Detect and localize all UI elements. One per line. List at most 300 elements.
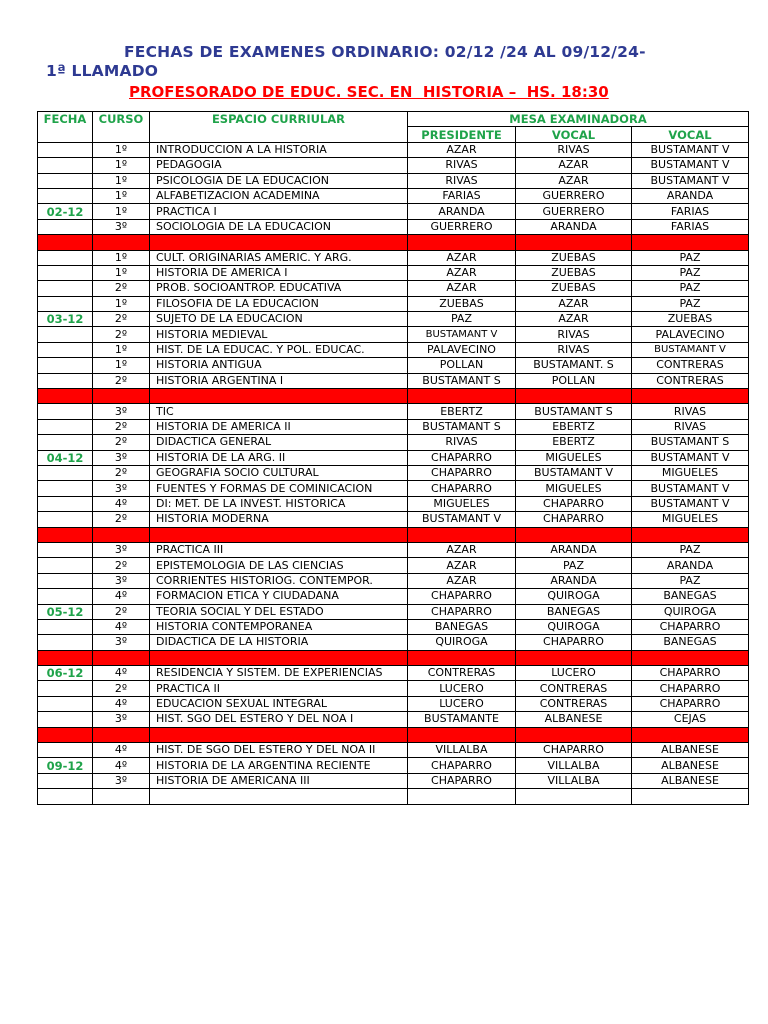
table-row xyxy=(38,666,749,681)
fecha-cell xyxy=(38,635,93,650)
fecha-cell xyxy=(38,481,93,496)
schedule-body xyxy=(38,142,749,804)
vocal-1-cell: EBERTZ xyxy=(516,419,632,434)
presidente-cell: FARIAS xyxy=(408,188,516,203)
fecha-cell xyxy=(38,173,93,188)
espacio-cell: HISTORIA DE LA ARG. II xyxy=(150,450,408,465)
presidente-cell: MIGUELES xyxy=(408,496,516,511)
table-row xyxy=(38,573,749,588)
presidente-cell: ZUEBAS xyxy=(408,296,516,311)
table-row xyxy=(38,142,749,157)
table-row xyxy=(38,419,749,434)
table-row xyxy=(38,496,749,511)
separator-cell xyxy=(632,727,749,742)
table-row xyxy=(38,312,749,327)
vocal-2-cell: CEJAS xyxy=(632,712,749,727)
fecha-cell: 04-12 xyxy=(38,450,93,465)
curso-cell: 1º xyxy=(93,265,150,280)
fecha-cell xyxy=(38,296,93,311)
curso-cell: 1º xyxy=(93,142,150,157)
presidente-cell: BUSTAMANT S xyxy=(408,373,516,388)
curso-cell: 3º xyxy=(93,404,150,419)
fecha-cell xyxy=(38,358,93,373)
espacio-cell: TEORIA SOCIAL Y DEL ESTADO xyxy=(150,604,408,619)
presidente-cell: AZAR xyxy=(408,265,516,280)
table-row xyxy=(38,558,749,573)
vocal-1-cell: GUERRERO xyxy=(516,188,632,203)
curso-cell: 4º xyxy=(93,696,150,711)
fecha-cell xyxy=(38,496,93,511)
separator-cell xyxy=(93,727,150,742)
vocal-2-cell: BUSTAMANT V xyxy=(632,481,749,496)
fecha-cell xyxy=(38,681,93,696)
fecha-cell xyxy=(38,158,93,173)
vocal-2-cell: BANEGAS xyxy=(632,635,749,650)
curso-cell: 2º xyxy=(93,681,150,696)
fecha-cell xyxy=(38,696,93,711)
separator-cell xyxy=(516,235,632,250)
fecha-cell xyxy=(38,404,93,419)
vocal-1-cell xyxy=(516,789,632,804)
vocal-1-cell: GUERRERO xyxy=(516,204,632,219)
fecha-cell xyxy=(38,512,93,527)
presidente-cell: BUSTAMANTE xyxy=(408,712,516,727)
table-row xyxy=(38,465,749,480)
vocal-1-cell: QUIROGA xyxy=(516,619,632,634)
table-row xyxy=(38,158,749,173)
vocal-2-cell: CHAPARRO xyxy=(632,696,749,711)
espacio-cell xyxy=(150,789,408,804)
espacio-cell: SUJETO DE LA EDUCACION xyxy=(150,312,408,327)
fecha-cell xyxy=(38,573,93,588)
curso-cell: 3º xyxy=(93,573,150,588)
curso-cell: 1º xyxy=(93,296,150,311)
separator-cell xyxy=(150,235,408,250)
fecha-cell xyxy=(38,342,93,357)
vocal-2-cell: CHAPARRO xyxy=(632,681,749,696)
table-row xyxy=(38,188,749,203)
vocal-1-cell: CHAPARRO xyxy=(516,512,632,527)
presidente-cell: AZAR xyxy=(408,573,516,588)
espacio-cell: HISTORIA DE AMERICANA III xyxy=(150,773,408,788)
fecha-cell xyxy=(38,789,93,804)
curso-cell: 2º xyxy=(93,465,150,480)
separator-row xyxy=(38,650,749,665)
espacio-cell: RESIDENCIA Y SISTEM. DE EXPERIENCIAS xyxy=(150,666,408,681)
fecha-cell xyxy=(38,327,93,342)
vocal-2-cell: RIVAS xyxy=(632,419,749,434)
vocal-2-cell: QUIROGA xyxy=(632,604,749,619)
curso-cell: 3º xyxy=(93,450,150,465)
espacio-cell: DIDACTICA GENERAL xyxy=(150,435,408,450)
presidente-cell: QUIROGA xyxy=(408,635,516,650)
presidente-cell: LUCERO xyxy=(408,696,516,711)
vocal-2-cell: ALBANESE xyxy=(632,773,749,788)
table-row xyxy=(38,219,749,234)
espacio-cell: HISTORIA MODERNA xyxy=(150,512,408,527)
exam-schedule-table xyxy=(37,111,749,805)
espacio-cell: PSICOLOGIA DE LA EDUCACION xyxy=(150,173,408,188)
separator-cell xyxy=(93,650,150,665)
table-row xyxy=(38,743,749,758)
fecha-cell xyxy=(38,558,93,573)
vocal-1-cell: MIGUELES xyxy=(516,450,632,465)
curso-cell: 2º xyxy=(93,604,150,619)
fecha-cell: 02-12 xyxy=(38,204,93,219)
vocal-2-cell: FARIAS xyxy=(632,204,749,219)
presidente-cell: AZAR xyxy=(408,142,516,157)
curso-cell: 1º xyxy=(93,188,150,203)
table-row xyxy=(38,435,749,450)
separator-cell xyxy=(150,389,408,404)
separator-row xyxy=(38,527,749,542)
fecha-cell: 06-12 xyxy=(38,666,93,681)
fecha-cell: 05-12 xyxy=(38,604,93,619)
presidente-cell: RIVAS xyxy=(408,173,516,188)
vocal-1-cell: RIVAS xyxy=(516,342,632,357)
vocal-1-cell: BUSTAMANT. S xyxy=(516,358,632,373)
curso-cell xyxy=(93,789,150,804)
table-row xyxy=(38,604,749,619)
espacio-cell: ALFABETIZACION ACADEMINA xyxy=(150,188,408,203)
curso-cell: 4º xyxy=(93,496,150,511)
fecha-cell xyxy=(38,142,93,157)
espacio-cell: SOCIOLOGIA DE LA EDUCACION xyxy=(150,219,408,234)
vocal-1-cell: ZUEBAS xyxy=(516,265,632,280)
curso-cell: 2º xyxy=(93,419,150,434)
fecha-cell xyxy=(38,281,93,296)
separator-cell xyxy=(516,527,632,542)
curso-cell: 1º xyxy=(93,158,150,173)
table-row xyxy=(38,712,749,727)
table-row xyxy=(38,373,749,388)
espacio-cell: HISTORIA MEDIEVAL xyxy=(150,327,408,342)
curso-cell: 3º xyxy=(93,712,150,727)
separator-row xyxy=(38,727,749,742)
vocal-2-cell: PAZ xyxy=(632,265,749,280)
separator-cell xyxy=(516,650,632,665)
table-row xyxy=(38,327,749,342)
separator-cell xyxy=(632,389,749,404)
presidente-cell: EBERTZ xyxy=(408,404,516,419)
curso-cell: 1º xyxy=(93,358,150,373)
vocal-2-cell: BUSTAMANT V xyxy=(632,158,749,173)
presidente-cell: AZAR xyxy=(408,542,516,557)
vocal-2-cell: BUSTAMANT V xyxy=(632,496,749,511)
vocal-2-cell: BANEGAS xyxy=(632,589,749,604)
vocal-2-cell: CONTRERAS xyxy=(632,358,749,373)
vocal-1-cell: BANEGAS xyxy=(516,604,632,619)
separator-cell xyxy=(516,727,632,742)
separator-cell xyxy=(408,235,516,250)
fecha-cell xyxy=(38,188,93,203)
vocal-2-cell xyxy=(632,789,749,804)
separator-cell xyxy=(408,527,516,542)
fecha-cell xyxy=(38,589,93,604)
table-row xyxy=(38,173,749,188)
curso-cell: 3º xyxy=(93,481,150,496)
vocal-2-cell: ALBANESE xyxy=(632,758,749,773)
vocal-2-cell: ARANDA xyxy=(632,188,749,203)
presidente-cell: LUCERO xyxy=(408,681,516,696)
vocal-1-cell: VILLALBA xyxy=(516,758,632,773)
fecha-cell xyxy=(38,435,93,450)
separator-cell xyxy=(93,389,150,404)
vocal-1-cell: BUSTAMANT V xyxy=(516,465,632,480)
vocal-2-cell: PAZ xyxy=(632,296,749,311)
vocal-2-cell: BUSTAMANT V xyxy=(632,142,749,157)
presidente-cell: CHAPARRO xyxy=(408,773,516,788)
header-presidente: PRESIDENTE xyxy=(408,127,516,142)
separator-cell xyxy=(93,527,150,542)
vocal-1-cell: AZAR xyxy=(516,158,632,173)
vocal-1-cell: RIVAS xyxy=(516,142,632,157)
table-row xyxy=(38,696,749,711)
vocal-1-cell: BUSTAMANT S xyxy=(516,404,632,419)
vocal-2-cell: PAZ xyxy=(632,281,749,296)
fecha-cell: 09-12 xyxy=(38,758,93,773)
presidente-cell: AZAR xyxy=(408,250,516,265)
separator-cell xyxy=(408,650,516,665)
presidente-cell: PAZ xyxy=(408,312,516,327)
espacio-cell: DI: MET. DE LA INVEST. HISTORICA xyxy=(150,496,408,511)
presidente-cell: BUSTAMANT V xyxy=(408,512,516,527)
table-row xyxy=(38,619,749,634)
curso-cell: 1º xyxy=(93,250,150,265)
presidente-cell: POLLAN xyxy=(408,358,516,373)
espacio-cell: HIST. SGO DEL ESTERO Y DEL NOA I xyxy=(150,712,408,727)
curso-cell: 3º xyxy=(93,773,150,788)
presidente-cell: CHAPARRO xyxy=(408,465,516,480)
vocal-2-cell: MIGUELES xyxy=(632,465,749,480)
espacio-cell: CORRIENTES HISTORIOG. CONTEMPOR. xyxy=(150,573,408,588)
presidente-cell: AZAR xyxy=(408,558,516,573)
espacio-cell: HISTORIA CONTEMPORANEA xyxy=(150,619,408,634)
table-row xyxy=(38,296,749,311)
curso-cell: 1º xyxy=(93,173,150,188)
separator-cell xyxy=(38,389,93,404)
presidente-cell: CHAPARRO xyxy=(408,758,516,773)
fecha-cell xyxy=(38,373,93,388)
table-row xyxy=(38,681,749,696)
table-row xyxy=(38,589,749,604)
espacio-cell: FILOSOFIA DE LA EDUCACION xyxy=(150,296,408,311)
espacio-cell: EDUCACION SEXUAL INTEGRAL xyxy=(150,696,408,711)
vocal-1-cell: ALBANESE xyxy=(516,712,632,727)
curso-cell: 3º xyxy=(93,219,150,234)
presidente-cell: VILLALBA xyxy=(408,743,516,758)
table-row xyxy=(38,265,749,280)
separator-cell xyxy=(516,389,632,404)
vocal-1-cell: CHAPARRO xyxy=(516,635,632,650)
curso-cell: 1º xyxy=(93,342,150,357)
vocal-1-cell: ARANDA xyxy=(516,219,632,234)
vocal-2-cell: CONTRERAS xyxy=(632,373,749,388)
presidente-cell: CHAPARRO xyxy=(408,450,516,465)
separator-cell xyxy=(408,727,516,742)
espacio-cell: EPISTEMOLOGIA DE LAS CIENCIAS xyxy=(150,558,408,573)
vocal-2-cell: RIVAS xyxy=(632,404,749,419)
document-title xyxy=(46,43,746,81)
vocal-1-cell: EBERTZ xyxy=(516,435,632,450)
vocal-2-cell: ZUEBAS xyxy=(632,312,749,327)
separator-cell xyxy=(150,727,408,742)
vocal-1-cell: CHAPARRO xyxy=(516,496,632,511)
presidente-cell: PALAVECINO xyxy=(408,342,516,357)
fecha-cell xyxy=(38,619,93,634)
header-fecha: FECHA xyxy=(38,112,93,143)
title-line-2: 1ª LLAMADO xyxy=(46,62,159,80)
separator-row xyxy=(38,389,749,404)
separator-cell xyxy=(408,389,516,404)
vocal-1-cell: CONTRERAS xyxy=(516,696,632,711)
fecha-cell xyxy=(38,773,93,788)
presidente-cell: AZAR xyxy=(408,281,516,296)
fecha-cell xyxy=(38,250,93,265)
presidente-cell: BANEGAS xyxy=(408,619,516,634)
table-row xyxy=(38,758,749,773)
table-row xyxy=(38,404,749,419)
table-row xyxy=(38,773,749,788)
table-row xyxy=(38,358,749,373)
curso-cell: 2º xyxy=(93,327,150,342)
curso-cell: 2º xyxy=(93,281,150,296)
espacio-cell: PRACTICA III xyxy=(150,542,408,557)
vocal-1-cell: POLLAN xyxy=(516,373,632,388)
vocal-1-cell: AZAR xyxy=(516,312,632,327)
presidente-cell: CONTRERAS xyxy=(408,666,516,681)
vocal-1-cell: AZAR xyxy=(516,173,632,188)
vocal-2-cell: BUSTAMANT V xyxy=(632,173,749,188)
vocal-1-cell: AZAR xyxy=(516,296,632,311)
vocal-1-cell: CONTRERAS xyxy=(516,681,632,696)
vocal-2-cell: MIGUELES xyxy=(632,512,749,527)
table-row xyxy=(38,481,749,496)
fecha-cell xyxy=(38,542,93,557)
presidente-cell: ARANDA xyxy=(408,204,516,219)
espacio-cell: HIST. DE SGO DEL ESTERO Y DEL NOA II xyxy=(150,743,408,758)
table-row xyxy=(38,250,749,265)
espacio-cell: PEDAGOGIA xyxy=(150,158,408,173)
vocal-2-cell: PAZ xyxy=(632,573,749,588)
table-row xyxy=(38,542,749,557)
separator-cell xyxy=(38,235,93,250)
vocal-2-cell: PAZ xyxy=(632,542,749,557)
vocal-1-cell: ARANDA xyxy=(516,542,632,557)
separator-cell xyxy=(38,650,93,665)
curso-cell: 2º xyxy=(93,435,150,450)
fecha-cell xyxy=(38,743,93,758)
espacio-cell: GEOGRAFIA SOCIO CULTURAL xyxy=(150,465,408,480)
presidente-cell: GUERRERO xyxy=(408,219,516,234)
presidente-cell: BUSTAMANT S xyxy=(408,419,516,434)
separator-cell xyxy=(38,727,93,742)
fecha-cell xyxy=(38,712,93,727)
header-vocal-1: VOCAL xyxy=(516,127,632,142)
table-row xyxy=(38,342,749,357)
curso-cell: 3º xyxy=(93,635,150,650)
curso-cell: 4º xyxy=(93,743,150,758)
curso-cell: 4º xyxy=(93,666,150,681)
separator-cell xyxy=(632,650,749,665)
vocal-1-cell: ZUEBAS xyxy=(516,281,632,296)
table-row xyxy=(38,635,749,650)
header-curso: CURSO xyxy=(93,112,150,143)
espacio-cell: INTRODUCCION A LA HISTORIA xyxy=(150,142,408,157)
separator-cell xyxy=(38,527,93,542)
vocal-2-cell: CHAPARRO xyxy=(632,666,749,681)
espacio-cell: TIC xyxy=(150,404,408,419)
header-mesa-examinadora: MESA EXAMINADORA xyxy=(408,112,749,127)
curso-cell: 2º xyxy=(93,512,150,527)
curso-cell: 1º xyxy=(93,204,150,219)
presidente-cell: CHAPARRO xyxy=(408,589,516,604)
fecha-cell xyxy=(38,265,93,280)
fecha-cell xyxy=(38,465,93,480)
curso-cell: 4º xyxy=(93,758,150,773)
table-row xyxy=(38,450,749,465)
separator-cell xyxy=(150,650,408,665)
table-row xyxy=(38,281,749,296)
header-vocal-2: VOCAL xyxy=(632,127,749,142)
vocal-2-cell: CHAPARRO xyxy=(632,619,749,634)
vocal-1-cell: PAZ xyxy=(516,558,632,573)
espacio-cell: PRACTICA I xyxy=(150,204,408,219)
espacio-cell: HISTORIA DE AMERICA I xyxy=(150,265,408,280)
presidente-cell xyxy=(408,789,516,804)
curso-cell: 2º xyxy=(93,558,150,573)
vocal-1-cell: MIGUELES xyxy=(516,481,632,496)
separator-cell xyxy=(150,527,408,542)
vocal-1-cell: VILLALBA xyxy=(516,773,632,788)
curso-cell: 4º xyxy=(93,589,150,604)
espacio-cell: HISTORIA DE LA ARGENTINA RECIENTE xyxy=(150,758,408,773)
espacio-cell: HISTORIA ARGENTINA I xyxy=(150,373,408,388)
vocal-1-cell: CHAPARRO xyxy=(516,743,632,758)
header-espacio-curricular: ESPACIO CURRIULAR xyxy=(150,112,408,143)
curso-cell: 4º xyxy=(93,619,150,634)
table-row xyxy=(38,789,749,804)
curso-cell: 2º xyxy=(93,312,150,327)
presidente-cell: BUSTAMANT V xyxy=(408,327,516,342)
vocal-2-cell: BUSTAMANT V xyxy=(632,342,749,357)
vocal-2-cell: PAZ xyxy=(632,250,749,265)
vocal-1-cell: ARANDA xyxy=(516,573,632,588)
separator-cell xyxy=(93,235,150,250)
presidente-cell: RIVAS xyxy=(408,435,516,450)
curso-cell: 2º xyxy=(93,373,150,388)
espacio-cell: CULT. ORIGINARIAS AMERIC. Y ARG. xyxy=(150,250,408,265)
espacio-cell: PROB. SOCIOANTROP. EDUCATIVA xyxy=(150,281,408,296)
curso-cell: 3º xyxy=(93,542,150,557)
table-row xyxy=(38,204,749,219)
presidente-cell: RIVAS xyxy=(408,158,516,173)
espacio-cell: PRACTICA II xyxy=(150,681,408,696)
espacio-cell: DIDACTICA DE LA HISTORIA xyxy=(150,635,408,650)
separator-row xyxy=(38,235,749,250)
presidente-cell: CHAPARRO xyxy=(408,481,516,496)
separator-cell xyxy=(632,235,749,250)
vocal-2-cell: ALBANESE xyxy=(632,743,749,758)
espacio-cell: HIST. DE LA EDUCAC. Y POL. EDUCAC. xyxy=(150,342,408,357)
espacio-cell: HISTORIA ANTIGUA xyxy=(150,358,408,373)
vocal-1-cell: LUCERO xyxy=(516,666,632,681)
title-line-1: FECHAS DE EXAMENES ORDINARIO: 02/12 /24 AL 09/12/24- xyxy=(124,43,646,61)
fecha-cell xyxy=(38,219,93,234)
fecha-cell xyxy=(38,419,93,434)
vocal-2-cell: FARIAS xyxy=(632,219,749,234)
espacio-cell: FORMACION ETICA Y CIUDADANA xyxy=(150,589,408,604)
